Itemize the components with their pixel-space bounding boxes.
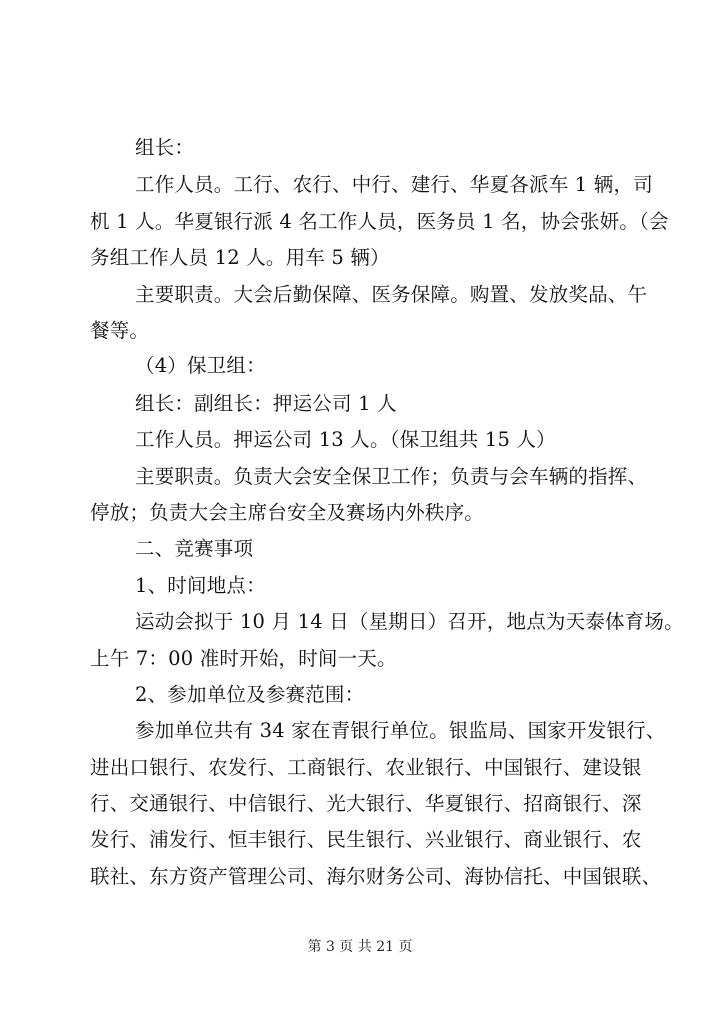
paragraph-line: 运动会拟于 10 月 14 日（星期日）召开，地点为天泰体育场。 xyxy=(135,610,684,633)
section-heading: 二、竞赛事项 xyxy=(135,537,254,560)
section-heading: 1、时间地点： xyxy=(135,574,266,597)
paragraph-line: 停放；负责大会主席台安全及赛场内外秩序。 xyxy=(90,501,485,524)
paragraph-line: 组长：副组长：押运公司 1 人 xyxy=(135,392,397,415)
section-heading: 2、参加单位及参赛范围： xyxy=(135,683,365,706)
paragraph-line: 主要职责。大会后勤保障、医务保障。购置、发放奖品、午 xyxy=(135,283,648,306)
paragraph-line: 上午 7：00 准时开始，时间一天。 xyxy=(90,647,397,670)
paragraph-line: 机 1 人。华夏银行派 4 名工作人员，医务员 1 名，协会张妍。（会 xyxy=(90,210,669,233)
paragraph-line: 餐等。 xyxy=(90,319,150,342)
paragraph-line: 参加单位共有 34 家在青银行单位。银监局、国家开发银行、 xyxy=(135,719,666,742)
paragraph-line: 行、交通银行、中信银行、光大银行、华夏银行、招商银行、深 xyxy=(90,792,642,815)
section-heading: （4）保卫组： xyxy=(135,354,266,377)
page-number: 第 3 页 共 21 页 xyxy=(307,939,413,955)
paragraph-line: 进出口银行、农发行、工商银行、农业银行、中国银行、建设银 xyxy=(90,756,642,779)
paragraph-line: 工作人员。押运公司 13 人。（保卫组共 15 人） xyxy=(135,428,556,451)
paragraph-line: 发行、浦发行、恒丰银行、民生银行、兴业银行、商业银行、农 xyxy=(90,828,642,851)
paragraph-line: 工作人员。工行、农行、中行、建行、华夏各派车 1 辆，司 xyxy=(135,173,653,196)
paragraph-line: 组长： xyxy=(135,136,195,159)
paragraph-line: 主要职责。负责大会安全保卫工作；负责与会车辆的指挥、 xyxy=(135,465,648,488)
paragraph-line: 联社、东方资产管理公司、海尔财务公司、海协信托、中国银联、 xyxy=(90,865,662,888)
paragraph-line: 务组工作人员 12 人。用车 5 辆） xyxy=(90,246,390,269)
